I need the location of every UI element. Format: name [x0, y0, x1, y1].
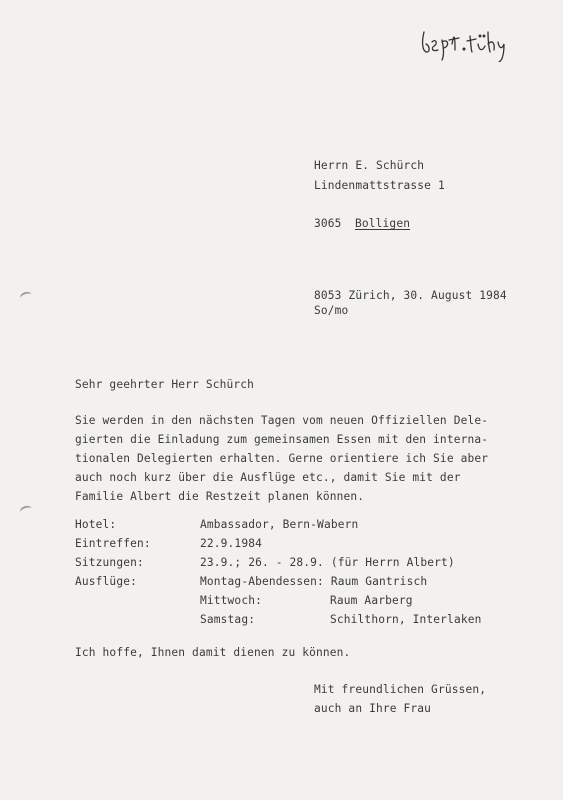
detail-label: Ausflüge:	[75, 575, 137, 588]
salutation: Sehr geehrter Herr Schürch	[75, 378, 255, 391]
greeting-line: Mit freundlichen Grüssen,	[314, 683, 487, 696]
body-line: gierten die Einladung zum gemeinsamen Essen mit den interna-	[75, 433, 489, 446]
detail-value: 22.9.1984	[200, 537, 262, 550]
recipient-postcode: 3065	[314, 217, 342, 230]
detail-label: Eintreffen:	[75, 537, 151, 550]
excursion-place: Raum Aarberg	[330, 594, 413, 607]
body-line: Familie Albert die Restzeit planen können.	[75, 490, 365, 503]
recipient-street: Lindenmattstrasse 1	[314, 179, 445, 192]
body-line: Sie werden in den nächsten Tagen vom neuen Offiziellen Dele-	[75, 414, 489, 427]
handwritten-note	[418, 22, 510, 62]
body-line: auch noch kurz über die Ausflüge etc., damit Sie mit der	[75, 471, 461, 484]
body-line: tionalen Delegierten erhalten. Gerne orientiere ich Sie aber	[75, 452, 489, 465]
place-date: 8053 Zürich, 30. August 1984	[314, 289, 507, 302]
detail-label: Sitzungen:	[75, 556, 144, 569]
excursion-day: Mittwoch:	[200, 594, 262, 607]
detail-label: Hotel:	[75, 518, 117, 531]
greeting-line: auch an Ihre Frau	[314, 702, 432, 715]
reference: So/mo	[314, 304, 349, 317]
punch-hole-mark	[19, 290, 33, 302]
recipient-name: Herrn E. Schürch	[314, 159, 425, 172]
detail-value: Montag-Abendessen: Raum Gantrisch	[200, 575, 428, 588]
detail-value: Ambassador, Bern-Wabern	[200, 518, 359, 531]
recipient-city: Bolligen	[355, 217, 411, 230]
closing-line: Ich hoffe, Ihnen damit dienen zu können.	[75, 646, 351, 659]
detail-value: 23.9.; 26. - 28.9. (für Herrn Albert)	[200, 556, 455, 569]
excursion-place: Schilthorn, Interlaken	[330, 613, 482, 626]
punch-hole-mark	[19, 504, 33, 516]
excursion-day: Samstag:	[200, 613, 256, 626]
